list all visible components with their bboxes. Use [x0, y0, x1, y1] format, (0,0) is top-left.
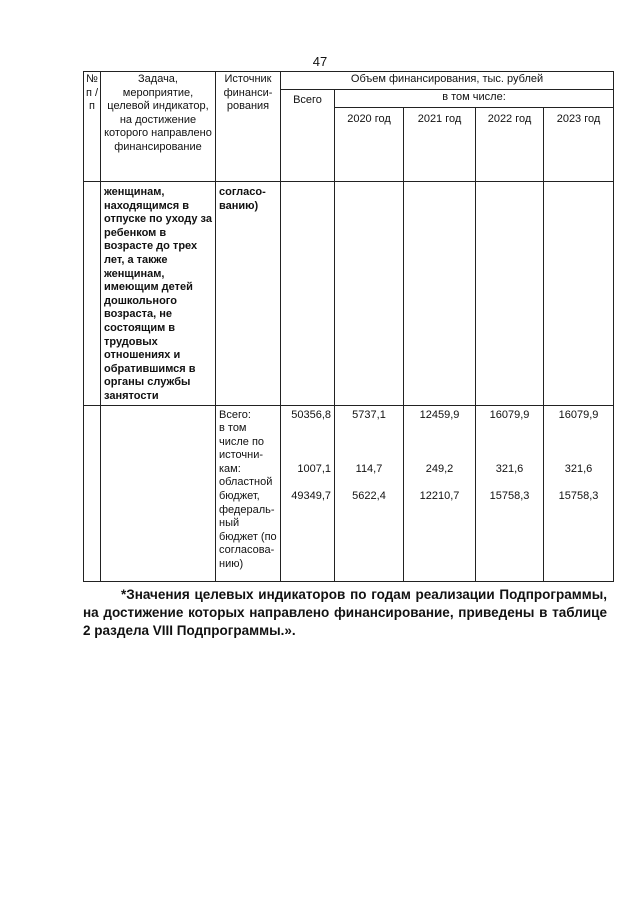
cell-2021	[404, 182, 476, 406]
value-total-all: 50356,8	[291, 408, 331, 421]
header-year-2023: 2023 год	[544, 108, 614, 182]
header-total: Всего	[281, 90, 335, 182]
cell-num	[84, 405, 101, 581]
header-row-1	[84, 72, 614, 90]
cell-total-values	[281, 405, 335, 581]
header-num: № п /п	[84, 72, 101, 182]
header-year-2022: 2022 год	[476, 108, 544, 182]
value-2020-regional: 114,7	[355, 462, 383, 475]
value-2022-federal: 15758,3	[489, 490, 530, 503]
header-source: Источник финанси-рования	[216, 72, 281, 182]
page-number: 47	[312, 54, 328, 69]
cell-2020	[335, 182, 404, 406]
cell-total	[281, 182, 335, 406]
cell-source: согласо-ванию)	[216, 182, 281, 406]
header-year-2021: 2021 год	[404, 108, 476, 182]
financing-table	[83, 71, 614, 582]
source-regional-label: областной бюджет,	[219, 476, 273, 503]
source-total-note: в том числе по источни-кам:	[219, 422, 265, 475]
value-2020-all: 5737,1	[352, 408, 386, 421]
cell-2023-values	[544, 405, 614, 581]
value-2023-regional: 321,6	[564, 462, 593, 475]
cell-num	[84, 182, 101, 406]
source-total-label: Всего:	[219, 408, 251, 421]
value-total-federal: 49349,7	[291, 490, 331, 503]
cell-task: женщинам, находящимся в отпуске по уходу за ребенком в возрасте до трех лет, а также женщинам, имеющим детей дошкольного возраста, не состоящим в трудовых отношениях и обратившимся в органы службы занятости	[101, 182, 216, 406]
value-2021-federal: 12210,7	[419, 490, 460, 503]
cell-2022	[476, 182, 544, 406]
value-2021-regional: 249,2	[425, 462, 454, 475]
value-2023-all: 16079,9	[558, 408, 599, 421]
header-including: в том числе:	[335, 90, 614, 108]
header-volume: Объем финансирования, тыс. рублей	[281, 72, 614, 90]
cell-2023	[544, 182, 614, 406]
value-2020-federal: 5622,4	[352, 490, 386, 503]
cell-2020-values	[335, 405, 404, 581]
cell-task	[101, 405, 216, 581]
source-federal-label: федераль-ный бюджет (по согласова-нию)	[219, 503, 277, 571]
value-2022-all: 16079,9	[489, 408, 530, 421]
cell-source-breakdown	[216, 405, 281, 581]
value-2023-federal: 15758,3	[558, 490, 599, 503]
footnote: *Значения целевых индикаторов по годам реализации Подпрограммы, на достижение которых направлено финансирование, приведены в таблице 2 раздела VIII Подпрограммы.».	[83, 587, 607, 638]
table-row	[84, 182, 614, 406]
value-2022-regional: 321,6	[495, 462, 524, 475]
cell-2022-values	[476, 405, 544, 581]
value-2021-all: 12459,9	[419, 408, 460, 421]
cell-2021-values	[404, 405, 476, 581]
table-row	[84, 405, 614, 581]
header-task: Задача, мероприятие, целевой индикатор, на достижение которого направлено финансирование	[101, 72, 216, 182]
header-year-2020: 2020 год	[335, 108, 404, 182]
value-total-regional: 1007,1	[297, 462, 331, 475]
